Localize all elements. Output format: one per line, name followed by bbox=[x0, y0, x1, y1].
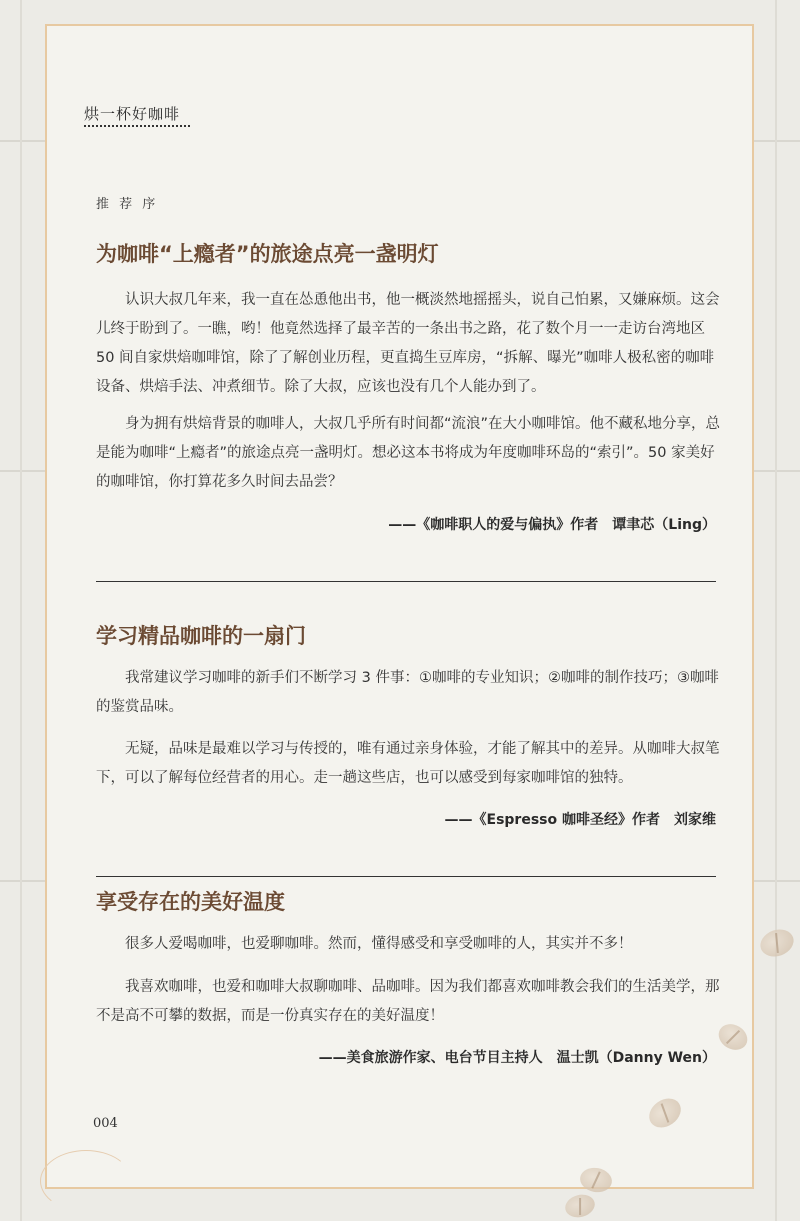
section-1-signature: ——《咖啡职人的爱与偏执》作者 谭聿芯（Ling） bbox=[388, 517, 716, 533]
section-1-paragraph-2: 身为拥有烘焙背景的咖啡人，大叔几乎所有时间都“流浪”在大小咖啡馆。他不藏私地分享，总是能为咖啡“上瘾者”的旅途点亮一盏明灯。想必这本书将成为年度咖啡环岛的“索引”。50 家美好的咖啡馆，你打算花多久时间去品尝？ bbox=[96, 416, 721, 490]
coffee-bean-icon bbox=[563, 1191, 598, 1220]
section-2-signature: ——《Espresso 咖啡圣经》作者 刘家维 bbox=[444, 812, 716, 828]
running-header-title: 烘一杯好咖啡 bbox=[84, 105, 181, 123]
section-2-paragraph-1: 我常建议学习咖啡的新手们不断学习 3 件事：①咖啡的专业知识；②咖啡的制作技巧；③咖啡的鉴赏品味。 bbox=[96, 670, 719, 715]
section-3-paragraph-2: 我喜欢咖啡，也爱和咖啡大叔聊咖啡、品咖啡。因为我们都喜欢咖啡教会我们的生活美学，那不是高不可攀的数据，而是一份真实存在的美好温度！ bbox=[96, 979, 720, 1024]
section-1-paragraph-1: 认识大叔几年来，我一直在怂恿他出书，他一概淡然地摇摇头，说自己怕累，又嫌麻烦。这会儿终于盼到了。一瞧，哟！他竟然选择了最辛苦的一条出书之路，花了数个月一一走访台湾地区 50 间自家烘焙咖啡馆，除了了解创业历程，更直捣生豆库房，“拆解、曝光”咖啡人极私密的咖啡设备、烘焙手法、冲煮细节。除了大叔，应该也没有几个人能办到了。 bbox=[96, 292, 720, 395]
section-title-1: 为咖啡“上瘾者”的旅途点亮一盏明灯 bbox=[96, 242, 439, 266]
decorative-swirl bbox=[40, 1150, 132, 1212]
coffee-bean-icon bbox=[757, 925, 798, 961]
preface-label: 推 荐 序 bbox=[96, 197, 159, 212]
section-divider bbox=[96, 876, 716, 877]
section-title-3: 享受存在的美好温度 bbox=[96, 890, 285, 914]
section-3-signature: ——美食旅游作家、电台节目主持人 温士凯（Danny Wen） bbox=[318, 1050, 716, 1066]
section-title-2: 学习精品咖啡的一扇门 bbox=[96, 624, 306, 648]
section-3-paragraph-1: 很多人爱喝咖啡，也爱聊咖啡。然而，懂得感受和享受咖啡的人，其实并不多！ bbox=[125, 936, 633, 952]
page-number: 004 bbox=[93, 1116, 118, 1131]
section-divider bbox=[96, 581, 716, 582]
wood-plank-line bbox=[20, 0, 22, 1221]
wood-plank-line bbox=[775, 0, 777, 1221]
section-2-paragraph-2: 无疑，品味是最难以学习与传授的，唯有通过亲身体验，才能了解其中的差异。从咖啡大叔笔下，可以了解每位经营者的用心。走一趟这些店，也可以感受到每家咖啡馆的独特。 bbox=[96, 741, 720, 786]
header-underline bbox=[84, 125, 190, 127]
